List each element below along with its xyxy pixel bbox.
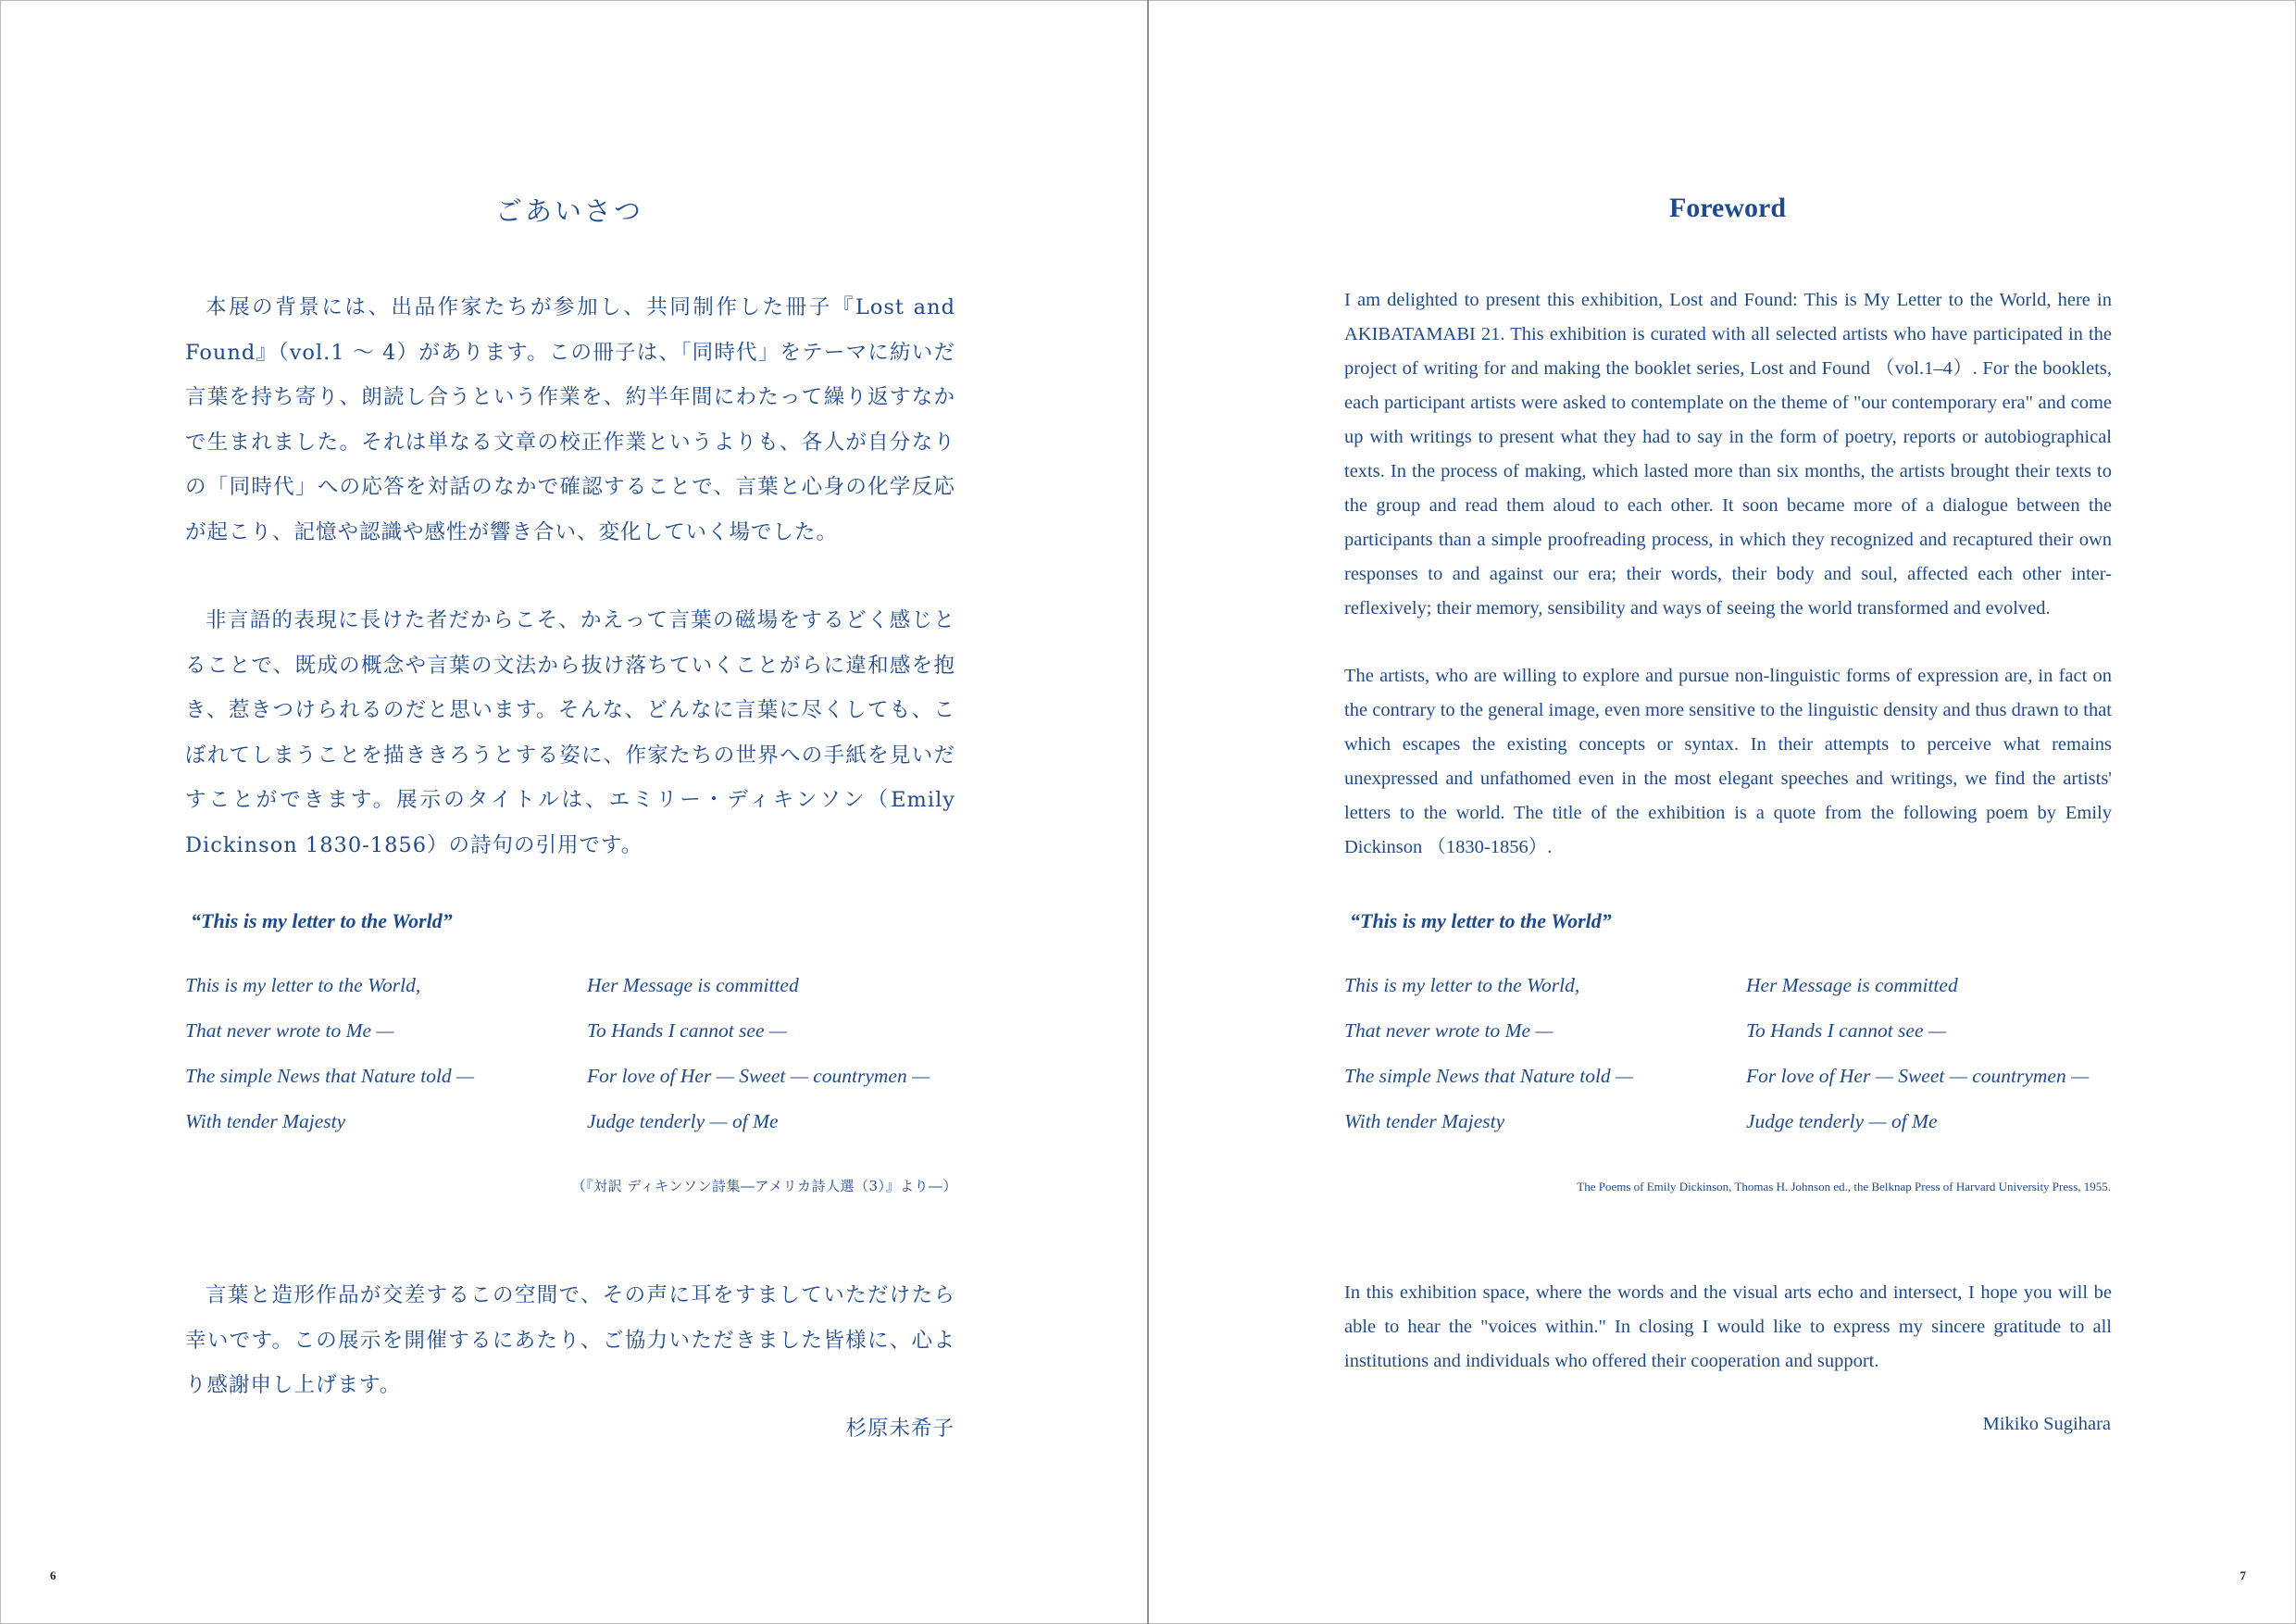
paragraph-context: The artists, who are willing to explore and pursue non-linguistic forms of expression are, in fact on the contrary to the general image, even more sensitive to the linguistic density and thus drawn to that which escapes the existing concepts or syntax. In their attempts to perceive what remains unexpressed and unfathomed even in the most elegant speeches and writings, we find the artists' letters to the world. The title of the exhibition is a quote from the following poem by Emily Dickinson （1830-1856）. [1344, 666, 2112, 857]
poem-line: Judge tenderly — of Me [1746, 1110, 1938, 1132]
poem-line: For love of Her — Sweet — countrymen — [587, 1065, 930, 1087]
poem-line: With tender Majesty [1344, 1110, 1505, 1132]
left-page [0, 0, 1147, 1624]
poem-source-citation: （『対訳 ディキンソン詩集―アメリカ詩人選（3）』より―） [571, 1178, 957, 1194]
poem-source-citation: The Poems of Emily Dickinson, Thomas H. Johnson ed., the Belknap Press of Harvard University Press, 1955. [1577, 1180, 2111, 1193]
right-page [1149, 0, 2296, 1624]
poem-line: For love of Her — Sweet — countrymen — [1746, 1065, 2090, 1087]
poem-title: “This is my letter to the World” [1350, 909, 1612, 932]
poem-line: That never wrote to Me — [1344, 1019, 1554, 1042]
poem-stanza-2 [587, 967, 930, 1148]
page-number: 6 [50, 1568, 56, 1582]
paragraph-closing: In this exhibition space, where the words and the visual arts echo and intersect, I hope you will be able to hear the "voices within." In closing I would like to express my sincere gratitude to all institutions and individuals who offered their cooperation and support. [1344, 1282, 2112, 1371]
page-title: Foreword [1668, 193, 1787, 223]
page-number: 7 [2240, 1568, 2246, 1582]
page-title: ごあいさつ [494, 195, 643, 227]
poem-line: That never wrote to Me — [185, 1019, 394, 1042]
poem-line: With tender Majesty [185, 1110, 346, 1132]
author-signature: Mikiko Sugihara [1982, 1414, 2111, 1434]
poem-line: This is my letter to the World, [185, 974, 421, 996]
poem-line: Her Message is committed [1746, 974, 1958, 996]
paragraph-context: 非言語的表現に長けた者だからこそ、かえって言葉の磁場をするどく感じとることで、既成の概念や言葉の文法から抜け落ちていくことがらに違和感を抱き、惹きつけられるのだと思います。そんな、どんなに言葉に尽くしても、こぼれてしまうことを描ききろうとする姿に、作家たちの世界への手紙を見いだすことができます。展示のタイトルは、エミリー・ディキンソン（Emily Dickinson 1830-1856）の詩句の引用です。 [185, 608, 955, 857]
poem-line: To Hands I cannot see — [1746, 1019, 1946, 1042]
poem-line: The simple News that Nature told — [1344, 1065, 1634, 1087]
poem-line: Judge tenderly — of Me [587, 1110, 779, 1132]
poem-line: To Hands I cannot see — [587, 1019, 787, 1042]
paragraph-closing: 言葉と造形作品が交差するこの空間で、その声に耳をすましていただけたら幸いです。この展示を開催するにあたり、ご協力いただきました皆様に、心より感謝申し上げます。 [185, 1283, 955, 1397]
poem-line: The simple News that Nature told — [185, 1065, 475, 1087]
author-signature: 杉原未希子 [845, 1417, 955, 1441]
poem-stanza-2 [1746, 967, 2089, 1148]
poem-title: “This is my letter to the World” [191, 909, 453, 932]
poem-stanza-1 [1344, 967, 1633, 1148]
paragraph-intro: 本展の背景には、出品作家たちが参加し、共同制作した冊子『Lost and Found』（vol.1 〜 4）があります。この冊子は、「同時代」をテーマに紡いだ言葉を持ち寄り、朗読し合うという作業を、約半年間にわたって繰り返すなかで生まれました。それは単なる文章の校正作業というよりも、各人が自分なりの「同時代」への応答を対話のなかで確認することで、言葉と心身の化学反応が起こり、記憶や認識や感性が響き合い、変化していく場でした。 [185, 295, 955, 544]
paragraph-intro: I am delighted to present this exhibition, Lost and Found: This is My Letter to the World, here in AKIBATAMABI 21. This exhibition is curated with all selected artists who have participated in the project of writing for and making the booklet series, Lost and Found （vol.1–4）. For the booklets, each participant artists were asked to contemplate on the theme of "our contemporary era" and come up with writings to present what they had to say in the form of poetry, reports or autobiographical texts. In the process of making, which lasted more than six months, the artists brought their texts to the group and read them aloud to each other. It soon became more of a dialogue between the participants than a simple proofreading process, in which they recognized and recaptured their own responses to and against our era; their words, their body and soul, affected each other inter- reflexively; their memory, sensibility and ways of seeing the world transformed and evolved. [1344, 290, 2112, 618]
poem-stanza-1 [185, 967, 474, 1148]
poem-line: This is my letter to the World, [1344, 974, 1580, 996]
poem-line: Her Message is committed [587, 974, 799, 996]
